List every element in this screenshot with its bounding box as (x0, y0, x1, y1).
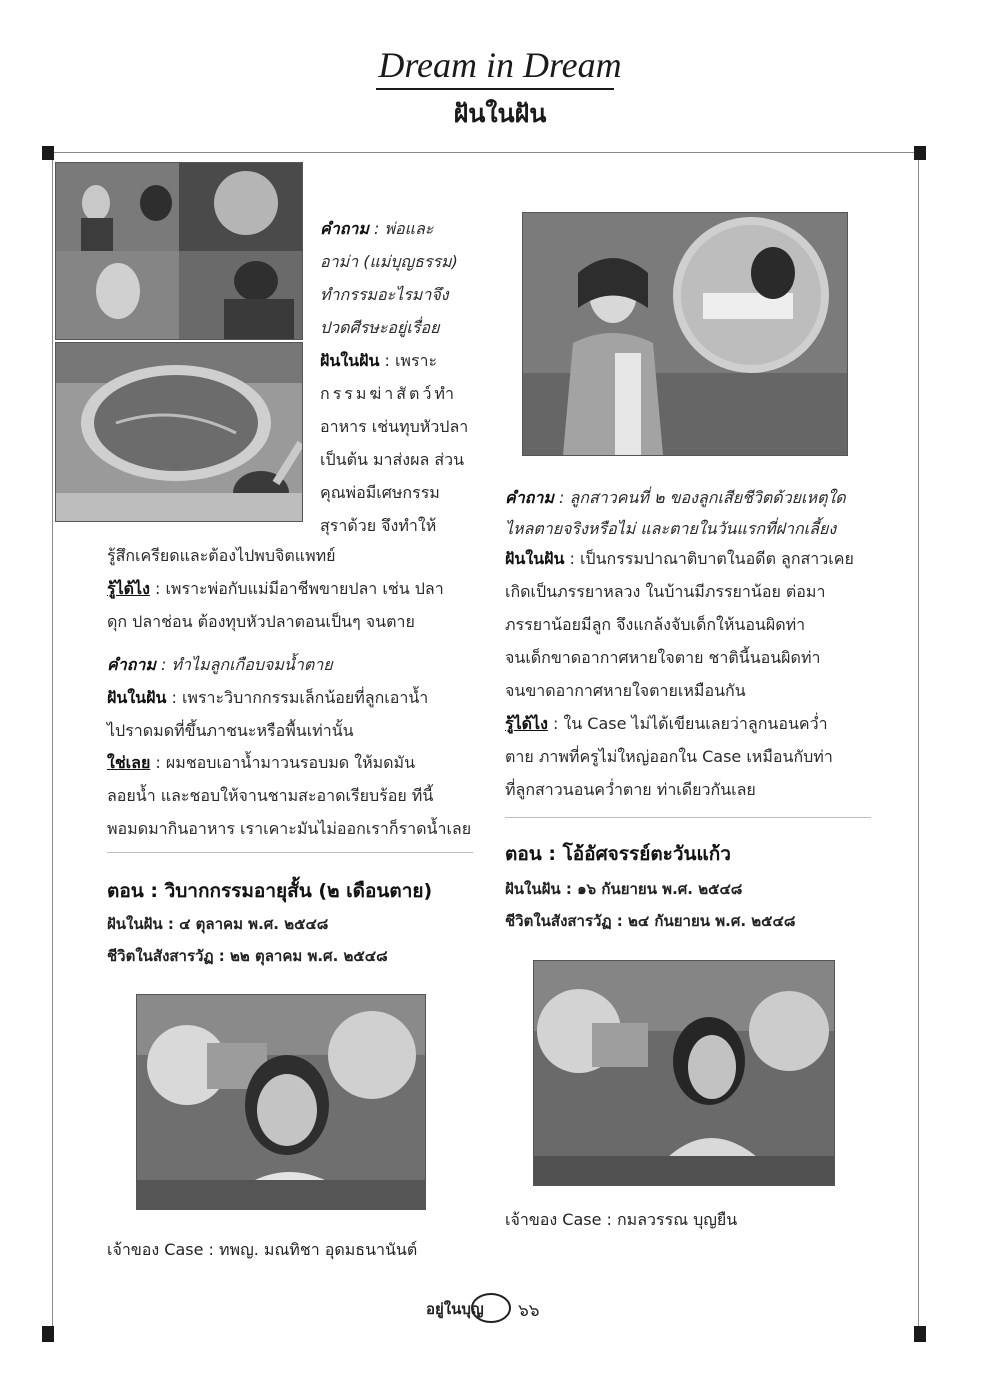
a1-line-1: ฝันในฝัน : เพราะ (320, 351, 438, 370)
ra-line-5: จนขาดอากาศหายใจตายเหมือนกัน (505, 681, 746, 700)
q1-line-4: ปวดศีรษะอยู่เรื่อย (320, 318, 440, 337)
a1-line-5: คุณพ่อมีเศษกรรม (320, 483, 440, 502)
right-life-date: ชีวิตในสังสารวัฏ : ๒๔ กันยายน พ.ศ. ๒๕๔๘ (505, 912, 796, 930)
left-episode-title: ตอน : วิบากกรรมอายุสั้น (๒ เดือนตาย) (107, 880, 433, 902)
right-caption: เจ้าของ Case : กมลวรรณ บุญยืน (505, 1210, 738, 1229)
illustration-drowning (55, 342, 303, 522)
a1-line-6: สุราด้วย จึงทำให้ (320, 516, 437, 535)
footer-logo (424, 1292, 514, 1324)
page-title: Dream in Dream (378, 45, 622, 85)
q1-line-3: ทำกรรมอะไรมาจึง (320, 285, 449, 304)
a1-line-3: อาหาร เช่นทุบหัวปลา (320, 417, 469, 436)
yes2-line-3: พอมดมากินอาหาร เราเคาะมันไม่ออกเราก็ราดน้ำเลย (107, 819, 472, 838)
q2-line-1: คำถาม : ทำไมลูกเกือบจมน้ำตาย (107, 655, 333, 674)
ra-line-1: ฝันในฝัน : เป็นกรรมปาณาติบาตในอดีต ลูกสาวเคย (505, 549, 854, 568)
frame-top-line (46, 152, 924, 153)
rknow-line-1: รู้ได้ไง : ใน Case ไม่ได้เขียนเลยว่าลูกนอนคว่ำ (505, 714, 828, 733)
photo-case-owner-right (533, 960, 835, 1186)
illustration-headache-collage (55, 162, 303, 340)
q1-line-2: อาม่า (แม่บุญธรรม) (320, 252, 458, 271)
frame-corner-top-right (914, 146, 926, 160)
ra-line-3: ภรรยาน้อยมีลูก จึงแกล้งจับเด็กให้นอนผิดท่า (505, 615, 806, 634)
left-separator (107, 852, 473, 853)
left-caption: เจ้าของ Case : ทพญ. มณทิชา อุดมธนานันต์ (107, 1240, 418, 1259)
page-number: ๖๖ (518, 1301, 540, 1321)
know1-line-1: รู้ได้ไง : เพราะพ่อกับแม่มีอาชีพขายปลา เช่น ปลา (107, 579, 444, 598)
yes2-line-2: ลอยน้ำ และชอบให้จานชามสะอาดเรียบร้อย ทีนี้ (107, 786, 434, 805)
frame-corner-bottom-left (42, 1326, 54, 1342)
a1-line-4: เป็นต้น มาส่งผล ส่วน (320, 450, 465, 469)
right-episode-title: ตอน : โอ้อัศจรรย์ตะวันแก้ว (505, 843, 731, 865)
title-underline (376, 88, 614, 90)
left-dream-date: ฝันในฝัน : ๔ ตุลาคม พ.ศ. ๒๕๔๘ (107, 915, 329, 933)
right-dream-date: ฝันในฝัน : ๑๖ กันยายน พ.ศ. ๒๕๔๘ (505, 880, 743, 898)
frame-left-line (52, 152, 53, 1342)
photo-case-owner-left (136, 994, 426, 1210)
footer-logo-text: อยู่ในบุญ (426, 1300, 484, 1318)
rknow-line-2: ตาย ภาพที่ครูไม่ใหญ่ออกใน Case เหมือนกับท่า (505, 747, 833, 766)
right-separator (505, 817, 871, 818)
illustration-mother-crying (522, 212, 848, 456)
a2-line-1: ฝันในฝัน : เพราะวิบากกรรมเล็กน้อยที่ลูกเอาน้ำ (107, 688, 429, 707)
rq-line-2: ไหลตายจริงหรือไม่ และตายในวันแรกที่ฝากเลี้ยง (505, 519, 837, 538)
know1-line-2: ดุก ปลาช่อน ต้องทุบหัวปลาตอนเป็นๆ จนตาย (107, 612, 415, 631)
left-life-date: ชีวิตในสังสารวัฏ : ๒๒ ตุลาคม พ.ศ. ๒๕๔๘ (107, 947, 388, 965)
ra-line-4: จนเด็กขาดอากาศหายใจตาย ชาตินี้นอนผิดท่า (505, 648, 821, 667)
rknow-line-3: ที่ลูกสาวนอนคว่ำตาย ท่าเดียวกันเลย (505, 780, 756, 799)
frame-corner-bottom-right (914, 1326, 926, 1342)
frame-right-line (918, 152, 919, 1342)
yes2-line-1: ใช่เลย : ผมชอบเอาน้ำมาวนรอบมด ให้มดมัน (107, 753, 416, 772)
page-subtitle: ฝันในฝัน (453, 99, 547, 128)
q1-line-1: คำถาม : พ่อและ (320, 219, 434, 238)
a1-line-full: รู้สึกเครียดและต้องไปพบจิตแพทย์ (107, 546, 336, 565)
ra-line-2: เกิดเป็นภรรยาหลวง ในบ้านมีภรรยาน้อย ต่อมา (505, 582, 826, 601)
a2-line-2: ไปราดมดที่ขึ้นภาชนะหรือพื้นเท่านั้น (107, 721, 354, 740)
frame-corner-top-left (42, 146, 54, 160)
rq-line-1: คำถาม : ลูกสาวคนที่ ๒ ของลูกเสียชีวิตด้วยเหตุใด (505, 488, 846, 507)
a1-line-2: กรรมฆ่าสัตว์ทำ (320, 384, 457, 403)
